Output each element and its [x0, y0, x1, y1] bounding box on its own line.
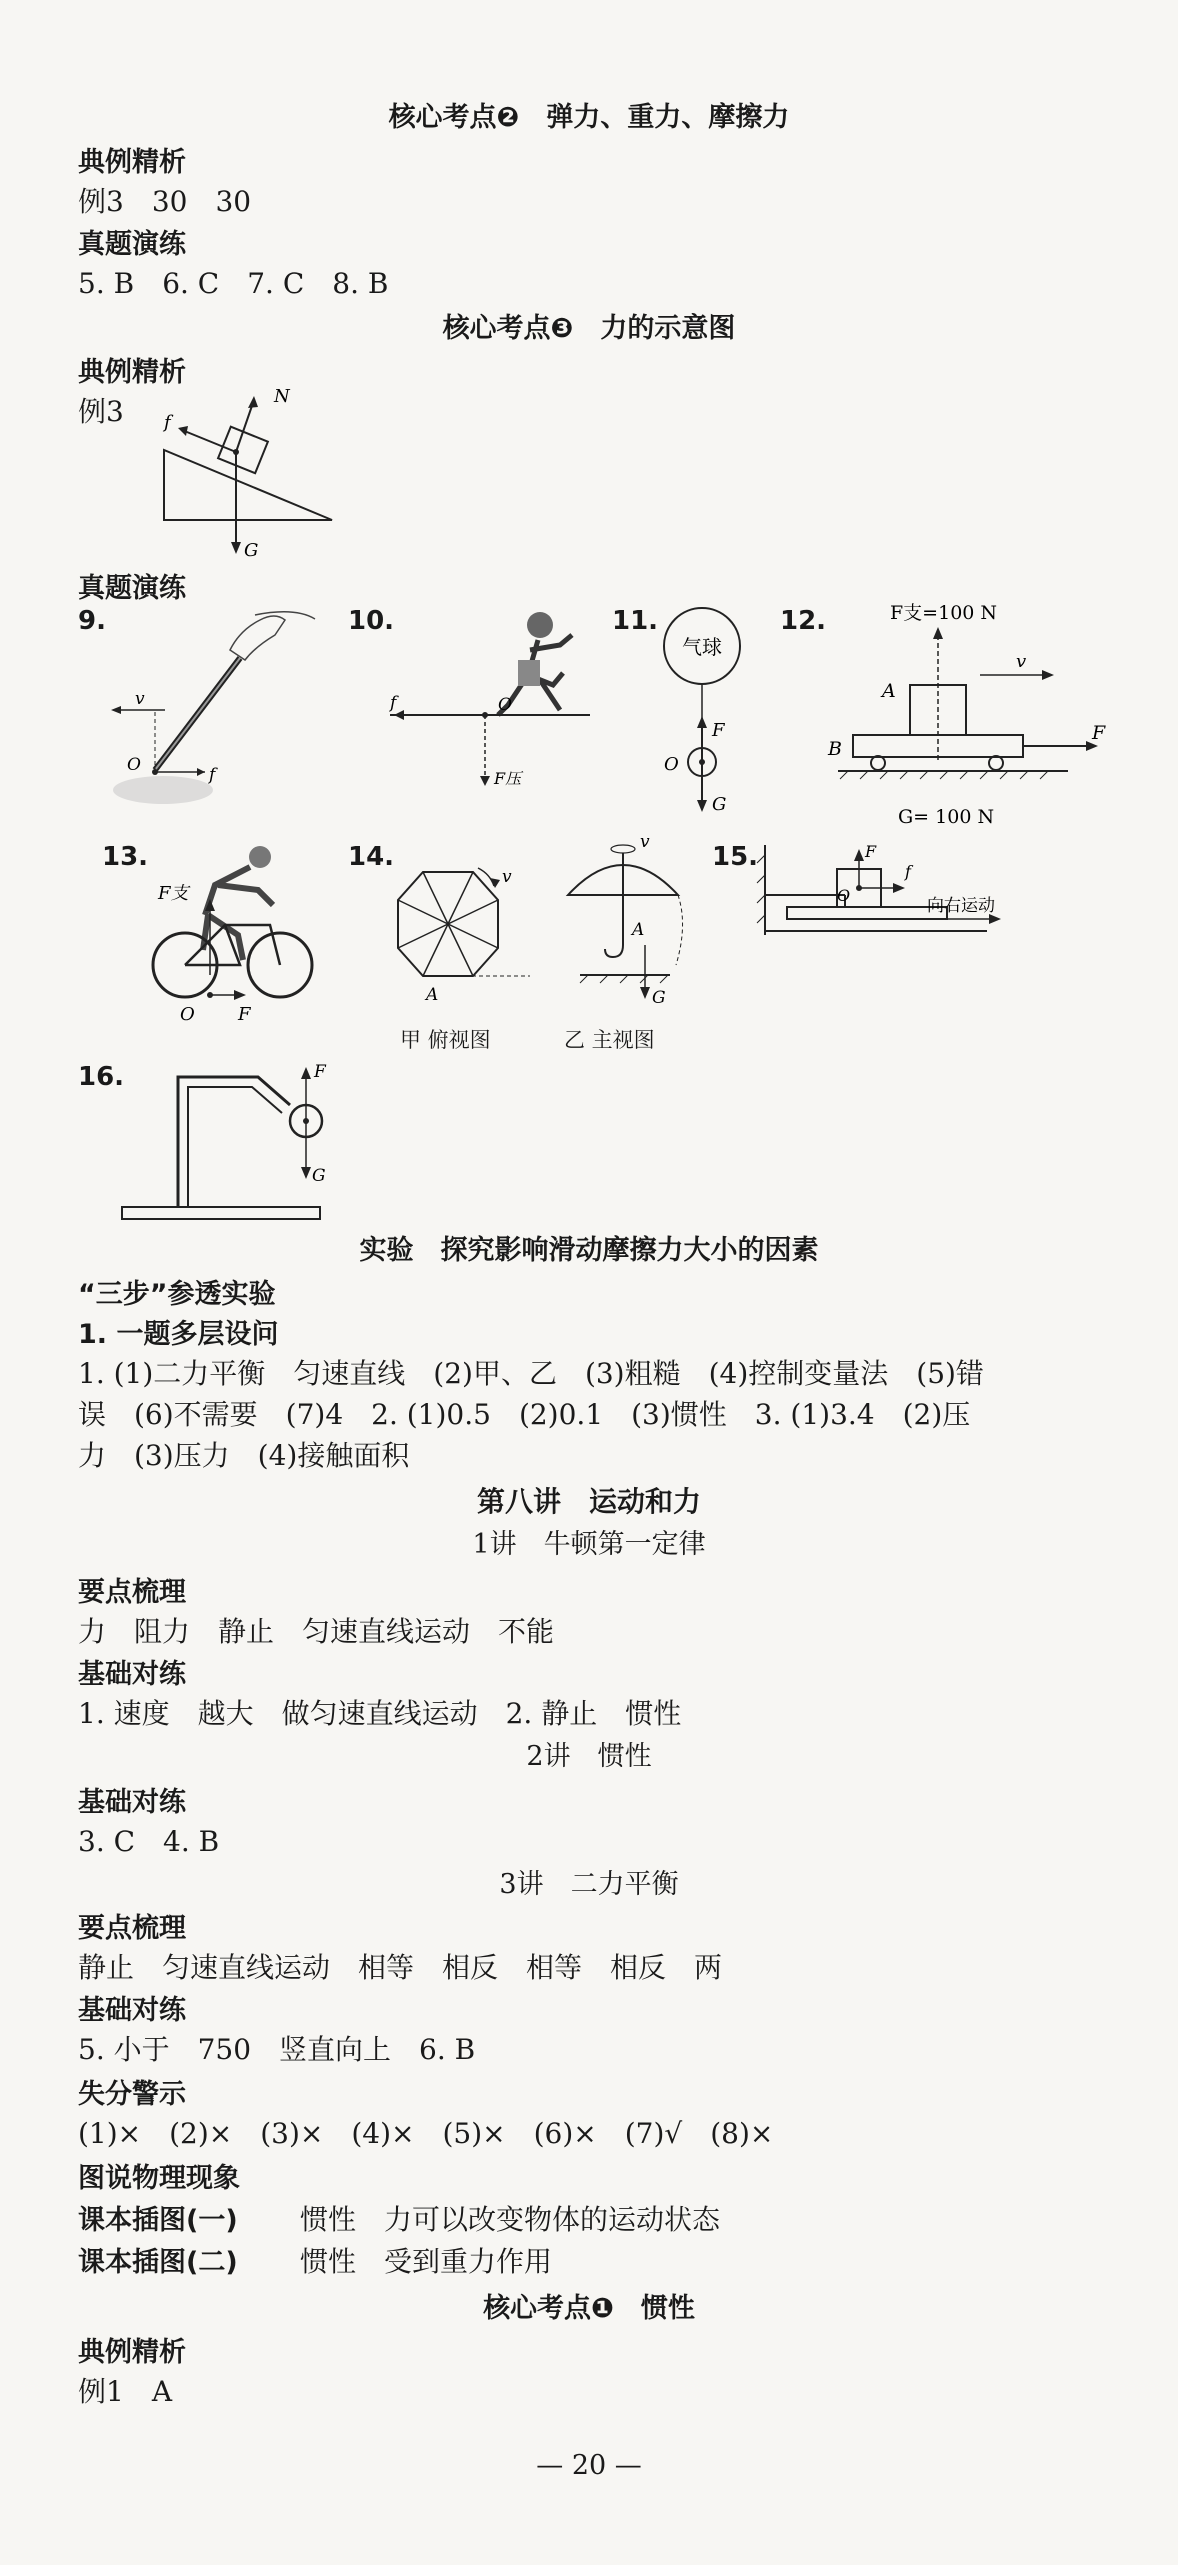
textbook-figure-2-label: 课本插图(二) — [78, 2247, 238, 2278]
label-O: O — [127, 755, 141, 775]
question-number-15: 15. — [712, 842, 759, 872]
label-A: A — [426, 985, 439, 1005]
example-number: 例3 — [78, 395, 124, 428]
label-G: G — [244, 540, 259, 561]
experiment-subheading: “三步”参透实验 — [78, 1279, 276, 1310]
figure-14-umbrella-top-view — [390, 860, 540, 1010]
experiment-answer-line-1: 1. (1)二力平衡 匀速直线 (2)甲、乙 (3)粗糙 (4)控制变量法 (5)错 — [78, 1357, 984, 1390]
label-O: O — [664, 754, 679, 775]
example-label: 典例精析 — [78, 357, 186, 388]
figure-14-umbrella-front-view — [560, 832, 690, 1015]
example3-incline-diagram — [150, 380, 350, 570]
label-F: F — [314, 1062, 326, 1082]
label-v: v — [1016, 651, 1027, 672]
label-v: v — [135, 689, 145, 709]
experiment-answer-line-2: 误 (6)不需要 (7)4 2. (1)0.5 (2)0.1 (3)惯性 3. (1)3.4 (2)压 — [78, 1398, 971, 1431]
basic-practice-answers: 1. 速度 越大 做匀速直线运动 2. 静止 惯性 — [78, 1697, 682, 1730]
label-Fn: F支=100 N — [890, 602, 998, 624]
label-O: O — [837, 886, 851, 905]
label-v: v — [502, 867, 512, 887]
question-number-10: 10. — [348, 606, 395, 636]
key-points-answers: 静止 匀速直线运动 相等 相反 相等 相反 两 — [78, 1951, 723, 1984]
basic-practice-label: 基础对练 — [78, 1995, 186, 2026]
key-points-answers: 力 阻力 静止 匀速直线运动 不能 — [78, 1615, 555, 1648]
question-number-16: 16. — [78, 1062, 125, 1092]
caption-front-view: 乙 主视图 — [564, 1028, 655, 1052]
picture-physics-label: 图说物理现象 — [78, 2163, 240, 2194]
section-title-core3: 核心考点❸ 力的示意图 — [442, 313, 736, 344]
page-number: — 20 — — [536, 2450, 642, 2481]
label-Fn: F压 — [494, 769, 522, 788]
label-G: G — [312, 1166, 326, 1186]
label-G: G — [712, 794, 727, 815]
figure-11-balloon — [650, 600, 760, 820]
balloon-label: 气球 — [682, 635, 722, 659]
textbook-figure-1-label: 课本插图(一) — [78, 2205, 238, 2236]
figure-13-cyclist — [130, 835, 330, 1025]
label-A: A — [882, 680, 896, 702]
key-points-label: 要点梳理 — [78, 1913, 186, 1944]
section-title-core2: 核心考点❷ 弹力、重力、摩擦力 — [388, 102, 790, 133]
label-G: G= 100 N — [898, 806, 995, 828]
label-F: F — [1092, 722, 1106, 744]
section-title-core1: 核心考点❶ 惯性 — [483, 2293, 695, 2324]
label-v: v — [640, 832, 650, 852]
label-N: N — [274, 386, 290, 407]
textbook-figure-2-answer: 惯性 受到重力作用 — [300, 2245, 553, 2278]
sublecture-3-title: 3讲 二力平衡 — [499, 1869, 679, 1900]
basic-practice-answers: 5. 小于 750 竖直向上 6. B — [78, 2033, 476, 2066]
figure-12-block-on-cart — [818, 595, 1108, 830]
label-F: F — [712, 720, 725, 741]
question-number-13: 13. — [102, 842, 149, 872]
practice-label: 真题演练 — [78, 229, 186, 260]
label-O: O — [180, 1004, 195, 1025]
example-answer: 例3 30 30 — [78, 185, 252, 218]
figure-9-pen-writing — [105, 600, 325, 820]
basic-practice-label: 基础对练 — [78, 1659, 186, 1690]
figure-10-runner — [390, 600, 610, 800]
figure-16-hanging-ball — [120, 1055, 340, 1225]
practice-label: 真题演练 — [78, 573, 186, 604]
label-A: A — [632, 920, 645, 940]
label-F: F — [865, 842, 877, 861]
figure-15-block-on-belt — [755, 835, 1035, 945]
experiment-title: 实验 探究影响滑动摩擦力大小的因素 — [359, 1235, 819, 1266]
label-f: f — [164, 412, 171, 433]
question-number-11: 11. — [612, 606, 659, 636]
mistake-warning-answers: (1)× (2)× (3)× (4)× (5)× (6)× (7)√ (8)× — [78, 2117, 774, 2150]
label-G: G — [652, 988, 666, 1008]
label-f: f — [209, 765, 216, 785]
label-B: B — [828, 738, 842, 760]
lecture-title: 第八讲 运动和力 — [476, 1485, 701, 1518]
label-Fs: F支 — [158, 883, 189, 904]
example-label: 典例精析 — [78, 147, 186, 178]
label-F: F — [238, 1004, 251, 1025]
textbook-figure-1-answer: 惯性 力可以改变物体的运动状态 — [300, 2203, 721, 2236]
label-f: f — [390, 693, 397, 713]
question-number-12: 12. — [780, 606, 827, 636]
basic-practice-label: 基础对练 — [78, 1787, 186, 1818]
example-label: 典例精析 — [78, 2337, 186, 2368]
label-f: f — [905, 862, 911, 881]
sublecture-2-title: 2讲 惯性 — [526, 1741, 652, 1772]
practice-answers: 5. B 6. C 7. C 8. B — [78, 267, 389, 300]
key-points-label: 要点梳理 — [78, 1577, 186, 1608]
label-O: O — [498, 695, 512, 715]
basic-practice-answers: 3. C 4. B — [78, 1825, 220, 1858]
mistake-warning-label: 失分警示 — [78, 2079, 186, 2110]
direction-label: 向右运动 — [927, 896, 995, 916]
experiment-answer-line-3: 力 (3)压力 (4)接触面积 — [78, 1439, 410, 1472]
caption-top-view: 甲 俯视图 — [400, 1028, 491, 1052]
question-number-14: 14. — [348, 842, 395, 872]
question-number-9: 9. — [78, 606, 106, 636]
experiment-subheading-2: 1. 一题多层设问 — [78, 1319, 279, 1350]
example-answer: 例1 A — [78, 2375, 173, 2408]
sublecture-1-title: 1讲 牛顿第一定律 — [472, 1529, 706, 1560]
